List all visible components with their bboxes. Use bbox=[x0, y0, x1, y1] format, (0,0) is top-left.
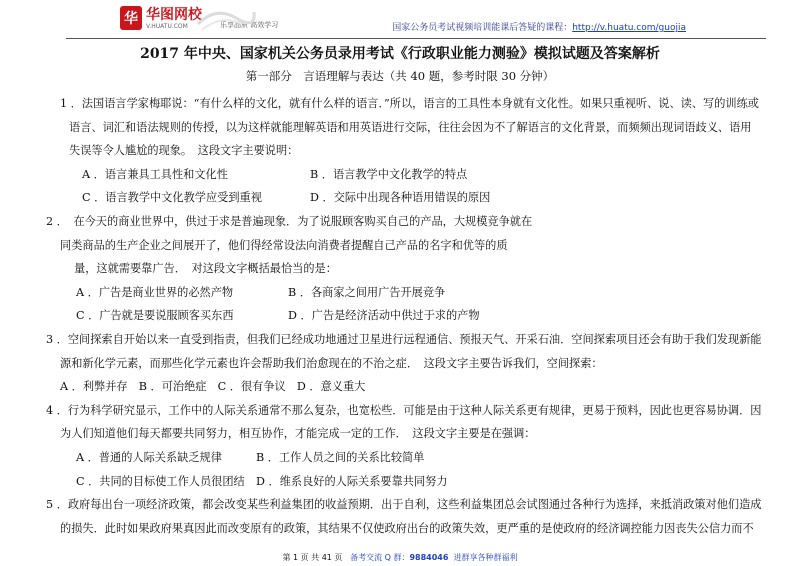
qq-group-number[interactable]: 9884046 bbox=[409, 553, 449, 562]
q1-line-2: 语言、词汇和语法规则的传授，以为这样就能理解英语和用英语进行交际，往往会因为不了解语言的文化背景，而频频出现词语歧义、语用 bbox=[69, 120, 752, 134]
logo-name: 华图网校 bbox=[146, 6, 202, 23]
q3-line-2: 源和新化学元素，而那些化学元素也许会帮助我们治愈现在的不治之症． 这段文字主要告诉我们，空间探索： bbox=[60, 356, 603, 370]
course-info: 国家公务员考试视频培训能课后答疑的课程：http://v.huatu.com/guojia bbox=[392, 23, 686, 33]
q4-options-row-2 bbox=[60, 470, 780, 494]
page-number: 第 1 页 共 41 页 bbox=[282, 553, 343, 562]
q2-option-c[interactable]: C ．广告就是要说服顾客买东西 bbox=[76, 309, 234, 323]
logo-domain: V.HUATU.COM bbox=[146, 22, 188, 30]
q1-option-d[interactable]: D ．交际中出现各种语用错误的原因 bbox=[310, 191, 491, 205]
q1-options-row-1 bbox=[60, 163, 780, 187]
q2-option-a[interactable]: A ．广告是商业世界的必然产物 bbox=[76, 285, 234, 299]
q5-line-2: 的损失．此时如果政府果真因此而改变原有的政策，其结果不仅使政府出台的政策失效，更严重的是使政府的经济调控能力因丧失公信力而不 bbox=[60, 521, 754, 535]
q2-options-row-1 bbox=[60, 281, 780, 305]
q1-line-3: 失误等令人尴尬的现象。 这段文字主要说明： bbox=[69, 144, 299, 158]
q4-line-2: 为人们知道他们每天都要共同努力，相互协作，才能完成一定的工作． 这段文字主要是在强调： bbox=[60, 427, 536, 441]
q2-line-1: 2 ． 在今天的商业世界中，供过于求是普遍现象．为了说服顾客购买自己的产品，大规模竞争就在 bbox=[46, 214, 533, 228]
page-title: 2017 年中央、国家机关公务员录用考试《行政职业能力测验》模拟试题及答案解析 bbox=[140, 46, 660, 62]
page-footer bbox=[0, 552, 800, 563]
section-subtitle: 第一部分 言语理解与表达（共 40 题，参考时限 30 分钟） bbox=[245, 69, 555, 83]
q1-option-a[interactable]: A ．语言兼具工具性和文化性 bbox=[82, 167, 228, 181]
qq-group-label: 备考交流 Q 群： bbox=[350, 553, 410, 562]
course-link[interactable]: http://v.huatu.com/guojia bbox=[572, 23, 686, 33]
q4-options-row-1 bbox=[60, 446, 780, 470]
page-header bbox=[0, 0, 800, 42]
q2-options-row-2 bbox=[60, 304, 780, 328]
q2-line-2: 同类商品的生产企业之间展开了，他们得经常设法向消费者提醒自己产品的名字和优等的质 bbox=[60, 238, 508, 252]
q1-line-1: 1 ．法国语言学家梅耶说：“有什么样的文化，就有什么样的语言．”所以，语言的工具性本身就有文化性。如果只重视听、说、读、写的训练或 bbox=[60, 97, 759, 110]
q2-line-3: 量，这就需要靠广告． 对这段文字概括最恰当的是： bbox=[74, 262, 337, 276]
logo-tagline: 乐享品质 高效学习 bbox=[220, 21, 279, 29]
q3-line-1: 3 ．空间探索自开始以来一直受到指责，但我们已经成功地通过卫星进行远程通信、预报天气、开采石油．空间探索项目还会有助于我们发现新能 bbox=[46, 332, 762, 346]
q4-option-b[interactable]: B ．工作人员之间的关系比较简单 bbox=[256, 450, 425, 464]
q4-option-d[interactable]: D ．维系良好的人际关系要靠共同努力 bbox=[256, 474, 448, 488]
q1-options-row-2 bbox=[60, 186, 780, 210]
q4-option-c[interactable]: C ．共同的目标使工作人员很团结 bbox=[76, 474, 245, 488]
q5-line-1: 5 ．政府每出台一项经济政策，都会改变某些利益集团的收益预期．出于自利，这些利益集团总会试图通过各种行为选择，来抵消政策对他们造成 bbox=[46, 498, 762, 512]
logo-mark-icon: 华 bbox=[120, 6, 142, 30]
header-divider bbox=[66, 38, 766, 39]
q1-option-b[interactable]: B ．语言教学中文化教学的特点 bbox=[310, 167, 468, 181]
decorative-swirl-icon bbox=[196, 4, 256, 32]
qq-group-suffix: 进群享各种群福利 bbox=[453, 553, 518, 562]
q4-option-a[interactable]: A ．普通的人际关系缺乏规律 bbox=[76, 450, 222, 464]
q1-option-c[interactable]: C ．语言教学中文化教学应受到重视 bbox=[82, 191, 262, 205]
q4-line-1: 4 ．行为科学研究显示，工作中的人际关系通常不那么复杂，也宽松些．可能是由于这种人际关系更有规律，更易于预料，因此也更容易协调．因 bbox=[46, 403, 762, 417]
questions-body bbox=[46, 92, 780, 540]
q3-options[interactable]: A ．利弊并存 B ．可治绝症 C ．很有争议 D ．意义重大 bbox=[60, 380, 366, 394]
q2-option-d[interactable]: D ．广告是经济活动中供过于求的产物 bbox=[288, 309, 480, 323]
q2-option-b[interactable]: B ．各商家之间用广告开展竞争 bbox=[288, 285, 446, 299]
